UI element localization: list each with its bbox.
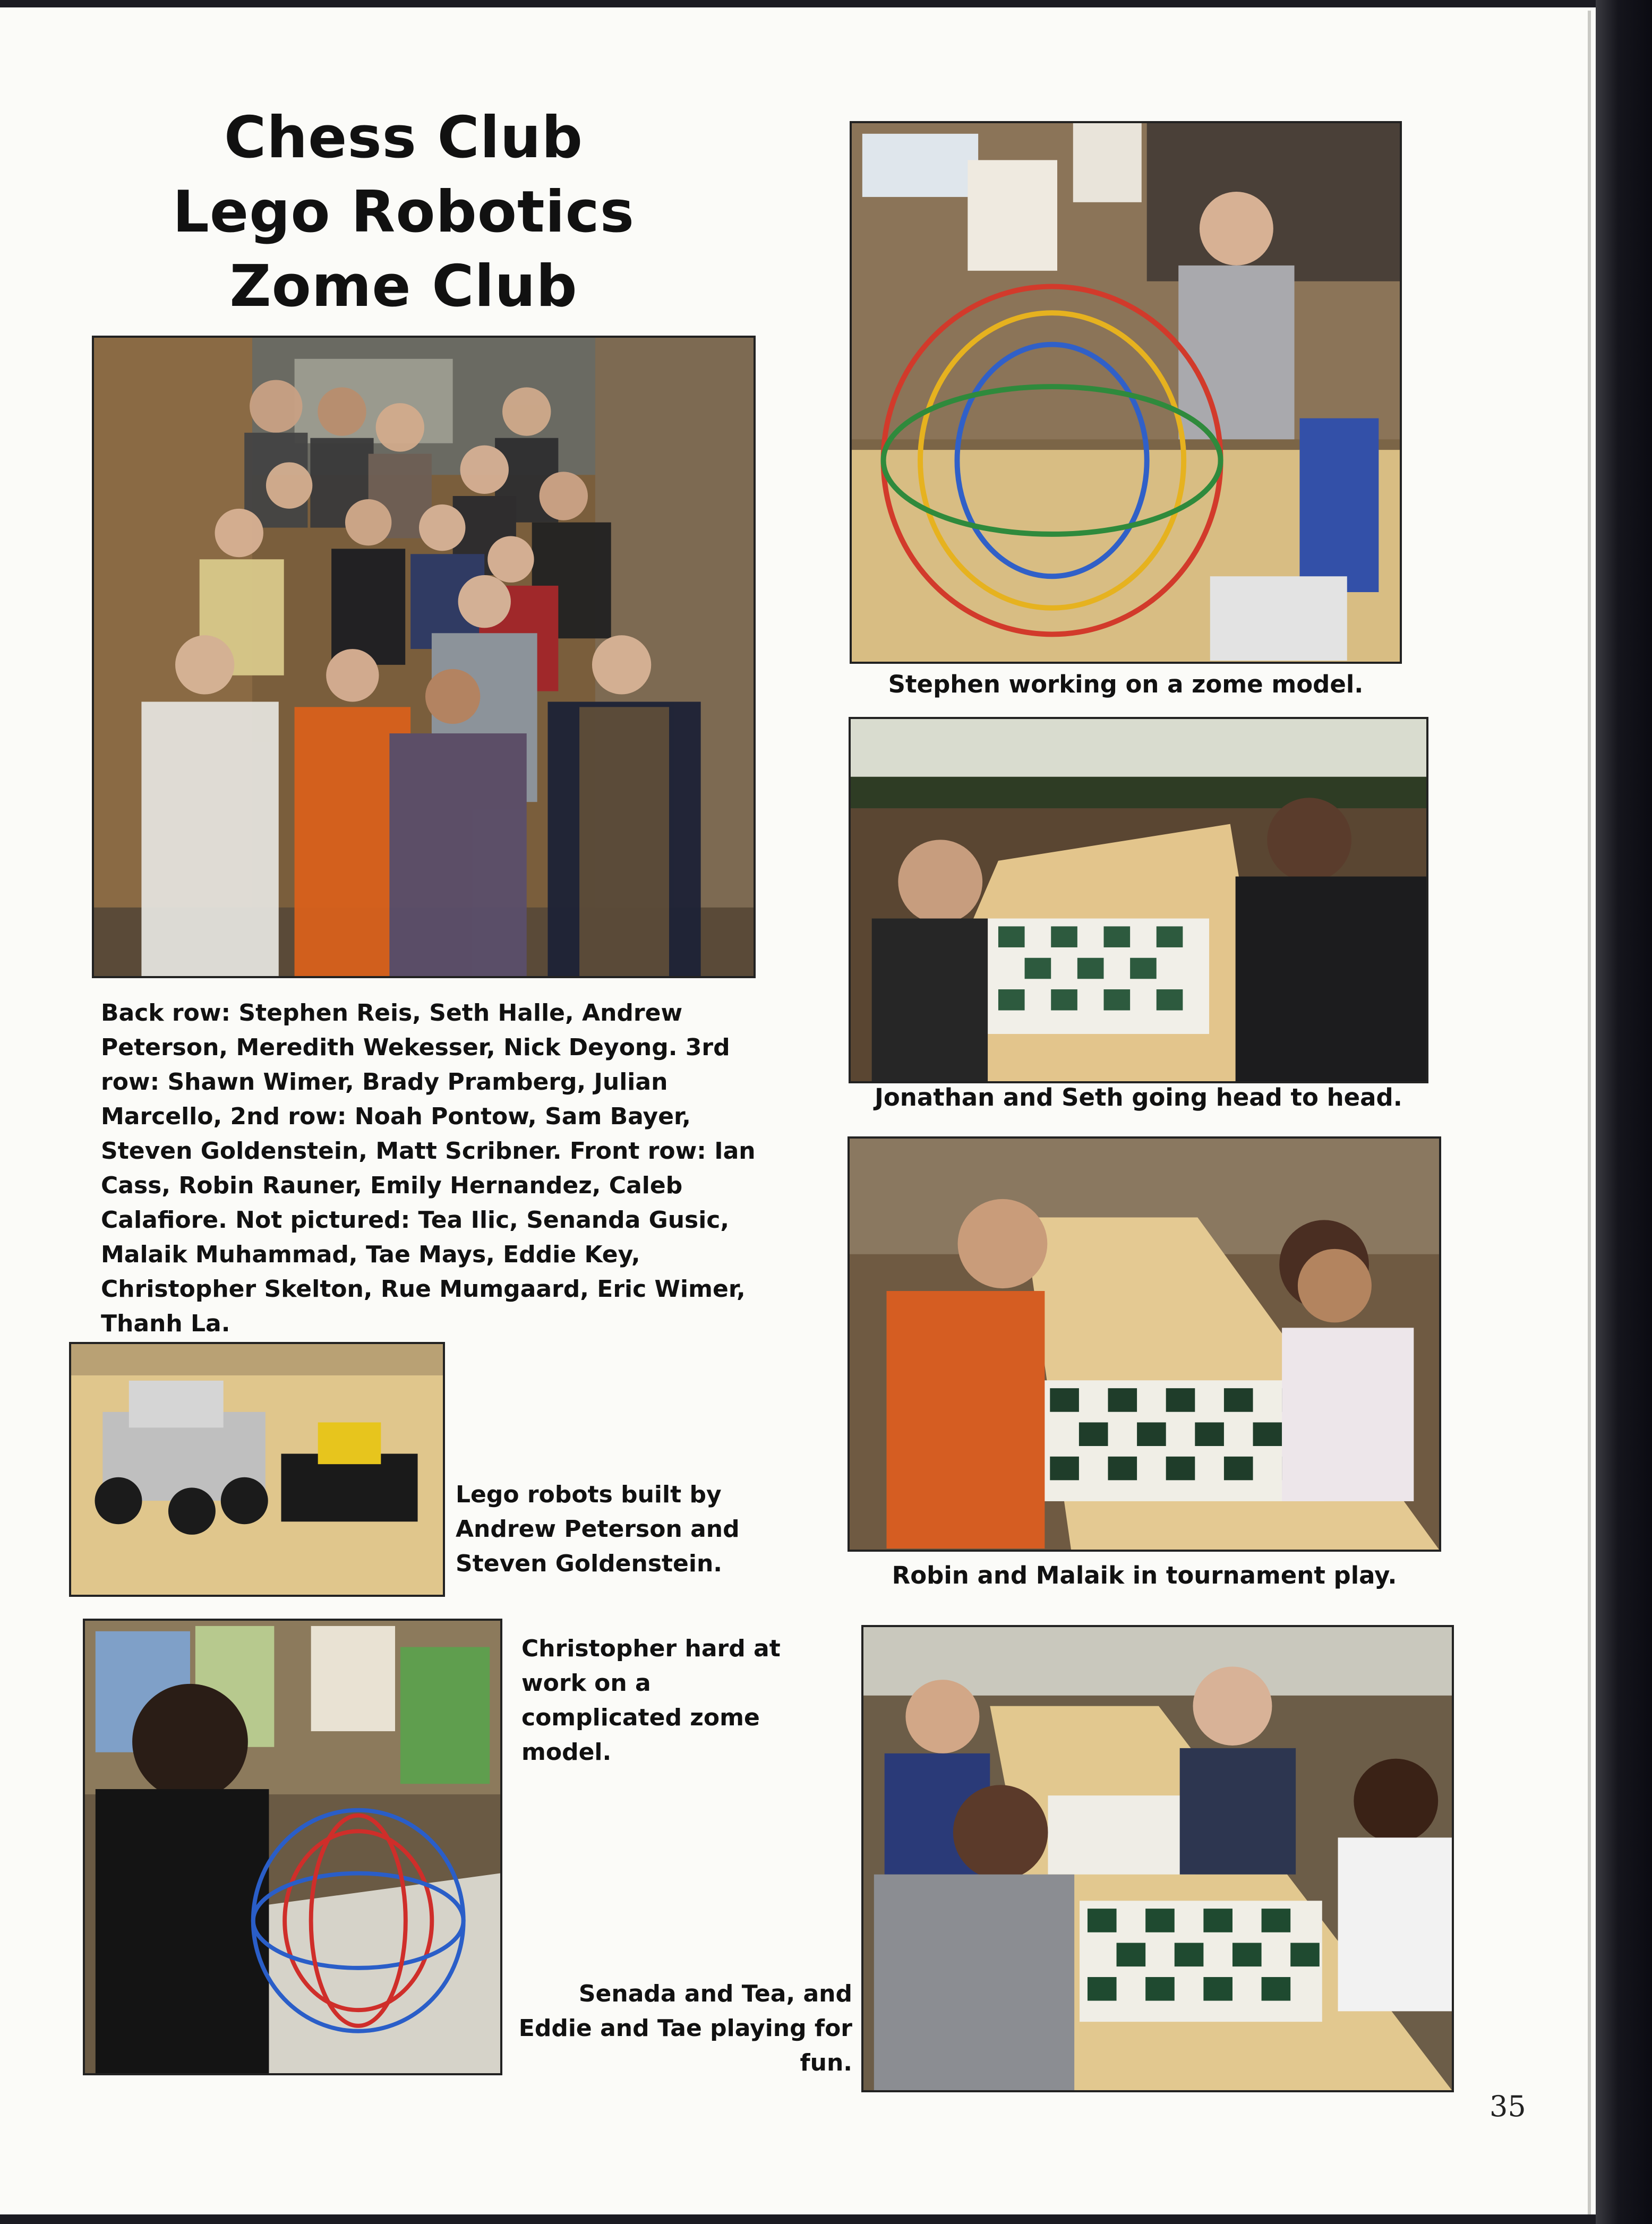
group-photo	[92, 336, 756, 978]
zome-model-photo-stephen	[850, 121, 1402, 664]
page-bottom-edge	[0, 2214, 1596, 2224]
title-line-chess: Chess Club	[224, 105, 584, 171]
chess-photo-robin-malaik	[848, 1136, 1441, 1552]
chess-caption-jonathan-seth: Jonathan and Seth going head to head.	[875, 1083, 1402, 1111]
page-gutter-line	[1588, 11, 1591, 2214]
chess-caption-group-play: Senada and Tea, and Eddie and Tae playing for fun.	[518, 1980, 852, 2076]
book-binding	[1596, 0, 1652, 2224]
page-top-edge	[0, 0, 1596, 7]
lego-robots-photo	[69, 1342, 445, 1597]
group-photo-caption: Back row: Stephen Reis, Seth Halle, Andrew Peterson, Meredith Wekesser, Nick Deyong. 3rd row: Shawn Wimer, Brady Pramberg, Julian Marcello, 2nd row: Noah Pontow, Sam Bayer, Steven Goldenstein, Matt Scribner. Front row: Ian Cass, Robin Rauner, Emily Hernandez, Caleb Calafiore. Not pictured: Tea Ilic, Senanda Gusic, Malaik Muhammad, Tae Mays, Eddie Key, Christopher Skelton, Rue Mumgaard, Eric Wimer, Thanh La.	[101, 999, 756, 1337]
chess-photo-jonathan-seth	[849, 717, 1428, 1083]
chess-caption-robin-malaik: Robin and Malaik in tournament play.	[892, 1561, 1397, 1589]
zome-model-photo-christopher	[83, 1619, 502, 2075]
chess-photo-group-play	[861, 1625, 1454, 2092]
title-line-zome: Zome Club	[229, 253, 578, 320]
title-line-lego: Lego Robotics	[173, 179, 635, 245]
page-title	[90, 101, 717, 324]
page-number: 35	[1490, 2090, 1526, 2123]
lego-robots-caption: Lego robots built by Andrew Peterson and Steven Goldenstein.	[456, 1481, 740, 1577]
zome-model-caption-christopher: Christopher hard at work on a complicated zome model.	[521, 1635, 781, 1766]
zome-model-caption-stephen: Stephen working on a zome model.	[888, 670, 1364, 698]
